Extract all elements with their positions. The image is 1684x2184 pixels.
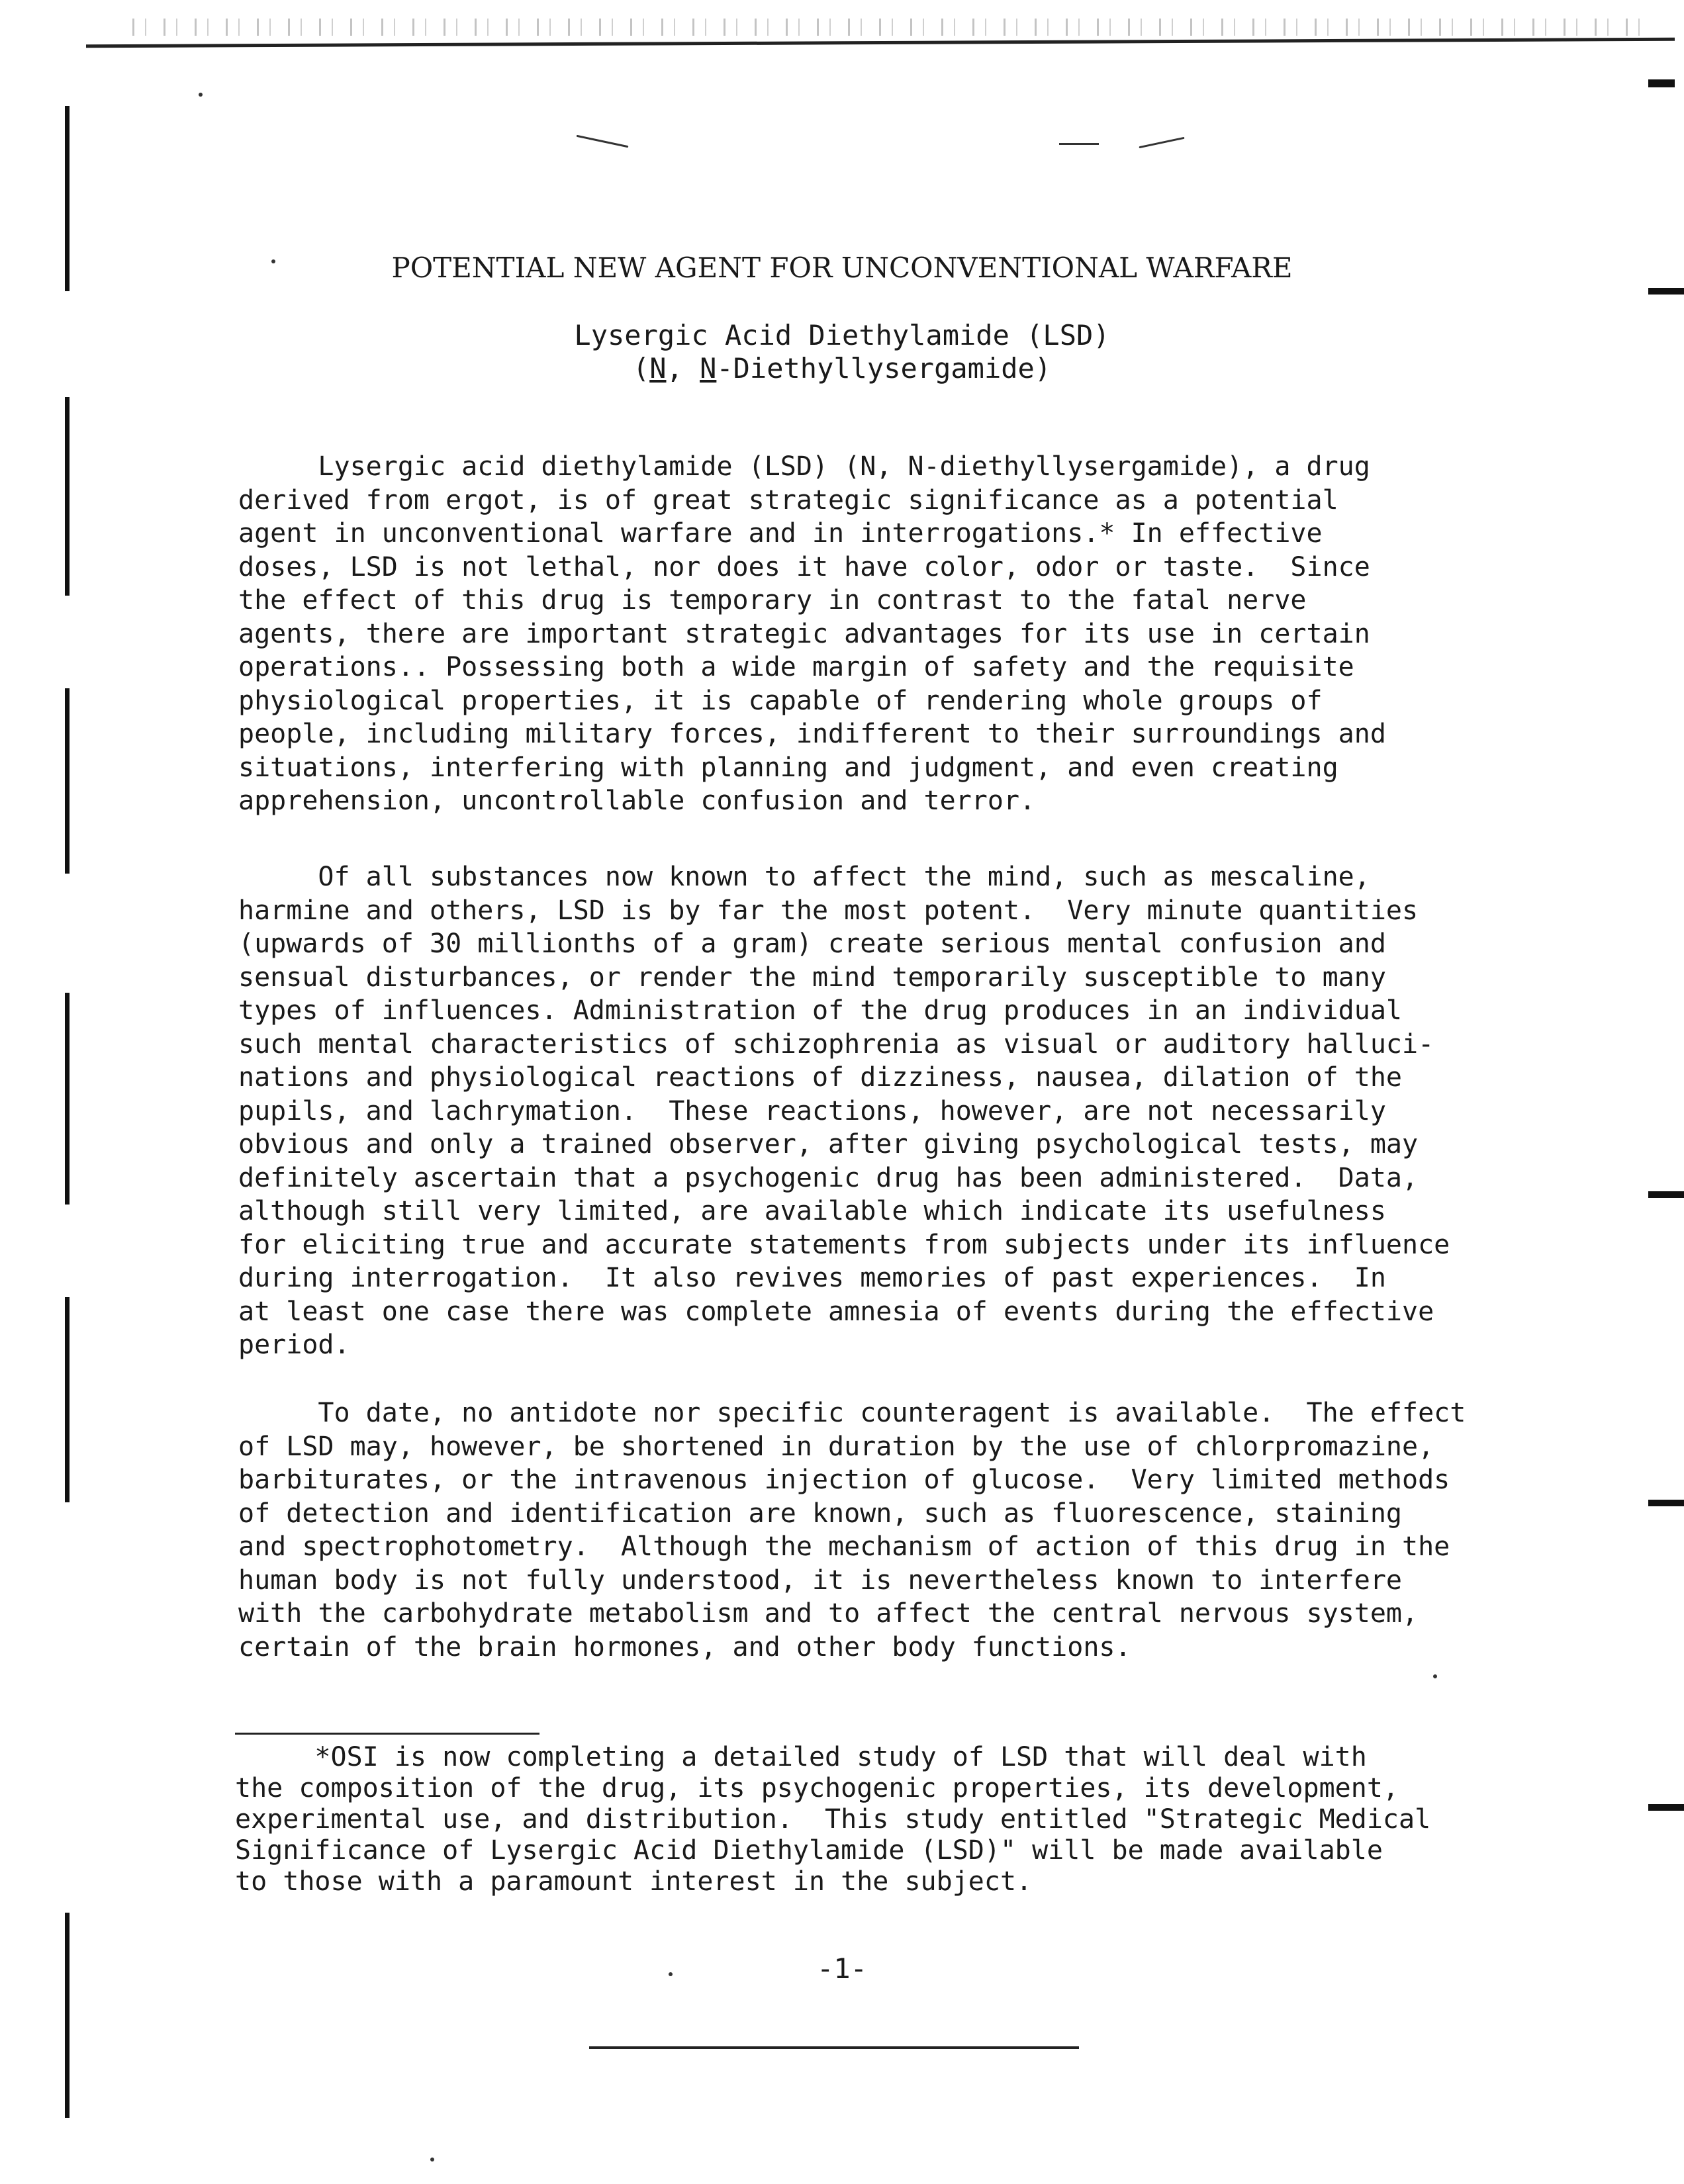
scan-left-bar [65,993,70,1205]
text-line: such mental characteristics of schizophrenia as visual or auditory halluci- [238,1028,1434,1060]
text-line: barbiturates, or the intravenous injection of glucose. Very limited methods [238,1465,1450,1495]
text-line: during interrogation. It also revives memories of past experiences. In [238,1263,1386,1293]
text-line: types of influences. Administration of the drug produces in an individual [238,995,1402,1026]
text-line: of LSD may, however, be shortened in duration by the use of chlorpromazine, [238,1431,1434,1462]
text-line: sensual disturbances, or render the mind temporarily susceptible to many [238,962,1386,993]
footnote-line: to those with a paramount interest in the subject. [235,1866,1033,1897]
scan-noise-top [132,19,1655,36]
text-line: (upwards of 30 millionths of a gram) create serious mental confusion and [238,929,1386,959]
text-line: people, including military forces, indifferent to their surroundings and [238,719,1386,749]
text-line: nations and physiological reactions of dizziness, nausea, dilation of the [238,1062,1402,1093]
subtitle-text: N [649,352,667,385]
text-line: derived from ergot, is of great strategic significance as a potential [238,484,1338,516]
footnote-line: *OSI is now completing a detailed study of LSD that will deal with [235,1742,1367,1772]
scan-right-mark [1648,1804,1684,1811]
text-line: Of all substances now known to affect the mind, such as mescaline, [238,862,1370,892]
scan-right-mark [1648,288,1684,295]
scan-left-bar [65,1297,70,1502]
footnote-divider [235,1733,539,1735]
text-line: human body is not fully understood, it is nevertheless known to interfere [238,1565,1402,1596]
text-line: for eliciting true and accurate statements from subjects under its influence [238,1229,1450,1260]
text-line: at least one case there was complete amnesia of events during the effective [238,1296,1434,1327]
text-line: agent in unconventional warfare and in interrogations.* In effective [238,518,1323,549]
scan-left-bar [65,688,70,874]
text-line: the effect of this drug is temporary in contrast to the fatal nerve [238,585,1307,615]
text-line: operations.. Possessing both a wide margin of safety and the requisite [238,652,1354,682]
text-line: period. [238,1330,350,1360]
scan-left-bar [65,397,70,596]
scan-corner-mark [1648,79,1675,87]
scan-smudge [1139,137,1184,148]
document-subtitle-chemical [0,352,1684,385]
text-line: apprehension, uncontrollable confusion and terror. [238,786,1036,816]
text-line: although still very limited, are available which indicate its usefulness [238,1196,1386,1226]
text-line: To date, no antidote nor specific counteragent is available. The effect [238,1398,1466,1428]
scan-speck [430,2158,434,2161]
text-line: situations, interfering with planning and judgment, and even creating [238,752,1338,783]
footnote-line: Significance of Lysergic Acid Diethylamide (LSD)" will be made available [235,1835,1383,1866]
paragraph-3 [238,1396,1549,1664]
scan-right-mark [1648,1191,1684,1198]
subtitle-text: , [666,352,700,385]
document-subtitle: Lysergic Acid Diethylamide (LSD) [574,319,1110,351]
page-number: -1- [817,1952,867,1985]
text-line: physiological properties, it is capable of rendering whole groups of [238,685,1323,716]
scan-right-mark [1648,1500,1684,1506]
subtitle-text: N [700,352,717,385]
text-line: harmine and others, LSD is by far the most potent. Very minute quantities [238,895,1419,926]
paragraph-2 [238,860,1549,1362]
text-line: pupils, and lachrymation. These reactions, however, are not necessarily [238,1095,1386,1126]
text-line: of detection and identification are known, such as fluorescence, staining [238,1498,1402,1529]
text-line: agents, there are important strategic advantages for its use in certain [238,618,1370,649]
text-line: doses, LSD is not lethal, nor does it have color, odor or taste. Since [238,551,1370,582]
scan-dash [1059,143,1099,145]
text-line: certain of the brain hormones, and other body functions. [238,1631,1131,1662]
subtitle-text: ( [632,352,650,385]
bottom-rule [589,2046,1079,2049]
scan-smudge [577,135,629,148]
scan-top-rule [86,38,1675,48]
document-title: POTENTIAL NEW AGENT FOR UNCONVENTIONAL WARFARE [391,251,1293,284]
footnote-line: experimental use, and distribution. This study entitled "Strategic Medical [235,1804,1431,1835]
footnote-line: the composition of the drug, its psychogenic properties, its development, [235,1773,1399,1803]
text-line: definitely ascertain that a psychogenic drug has been administered. Data, [238,1162,1419,1193]
scan-left-bar [65,1913,70,2118]
subtitle-text: -Diethyllysergamide) [716,352,1052,385]
text-line: Lysergic acid diethylamide (LSD) (N, N-diethyllysergamide), a drug [238,451,1370,482]
scan-speck [1433,1674,1437,1678]
text-line: with the carbohydrate metabolism and to affect the central nervous system, [238,1598,1419,1629]
paragraph-1 [238,450,1549,818]
footnote [235,1742,1559,1897]
scan-speck [199,93,203,97]
text-line: obvious and only a trained observer, after giving psychological tests, may [238,1129,1419,1160]
text-line: and spectrophotometry. Although the mechanism of action of this drug in the [238,1531,1450,1562]
